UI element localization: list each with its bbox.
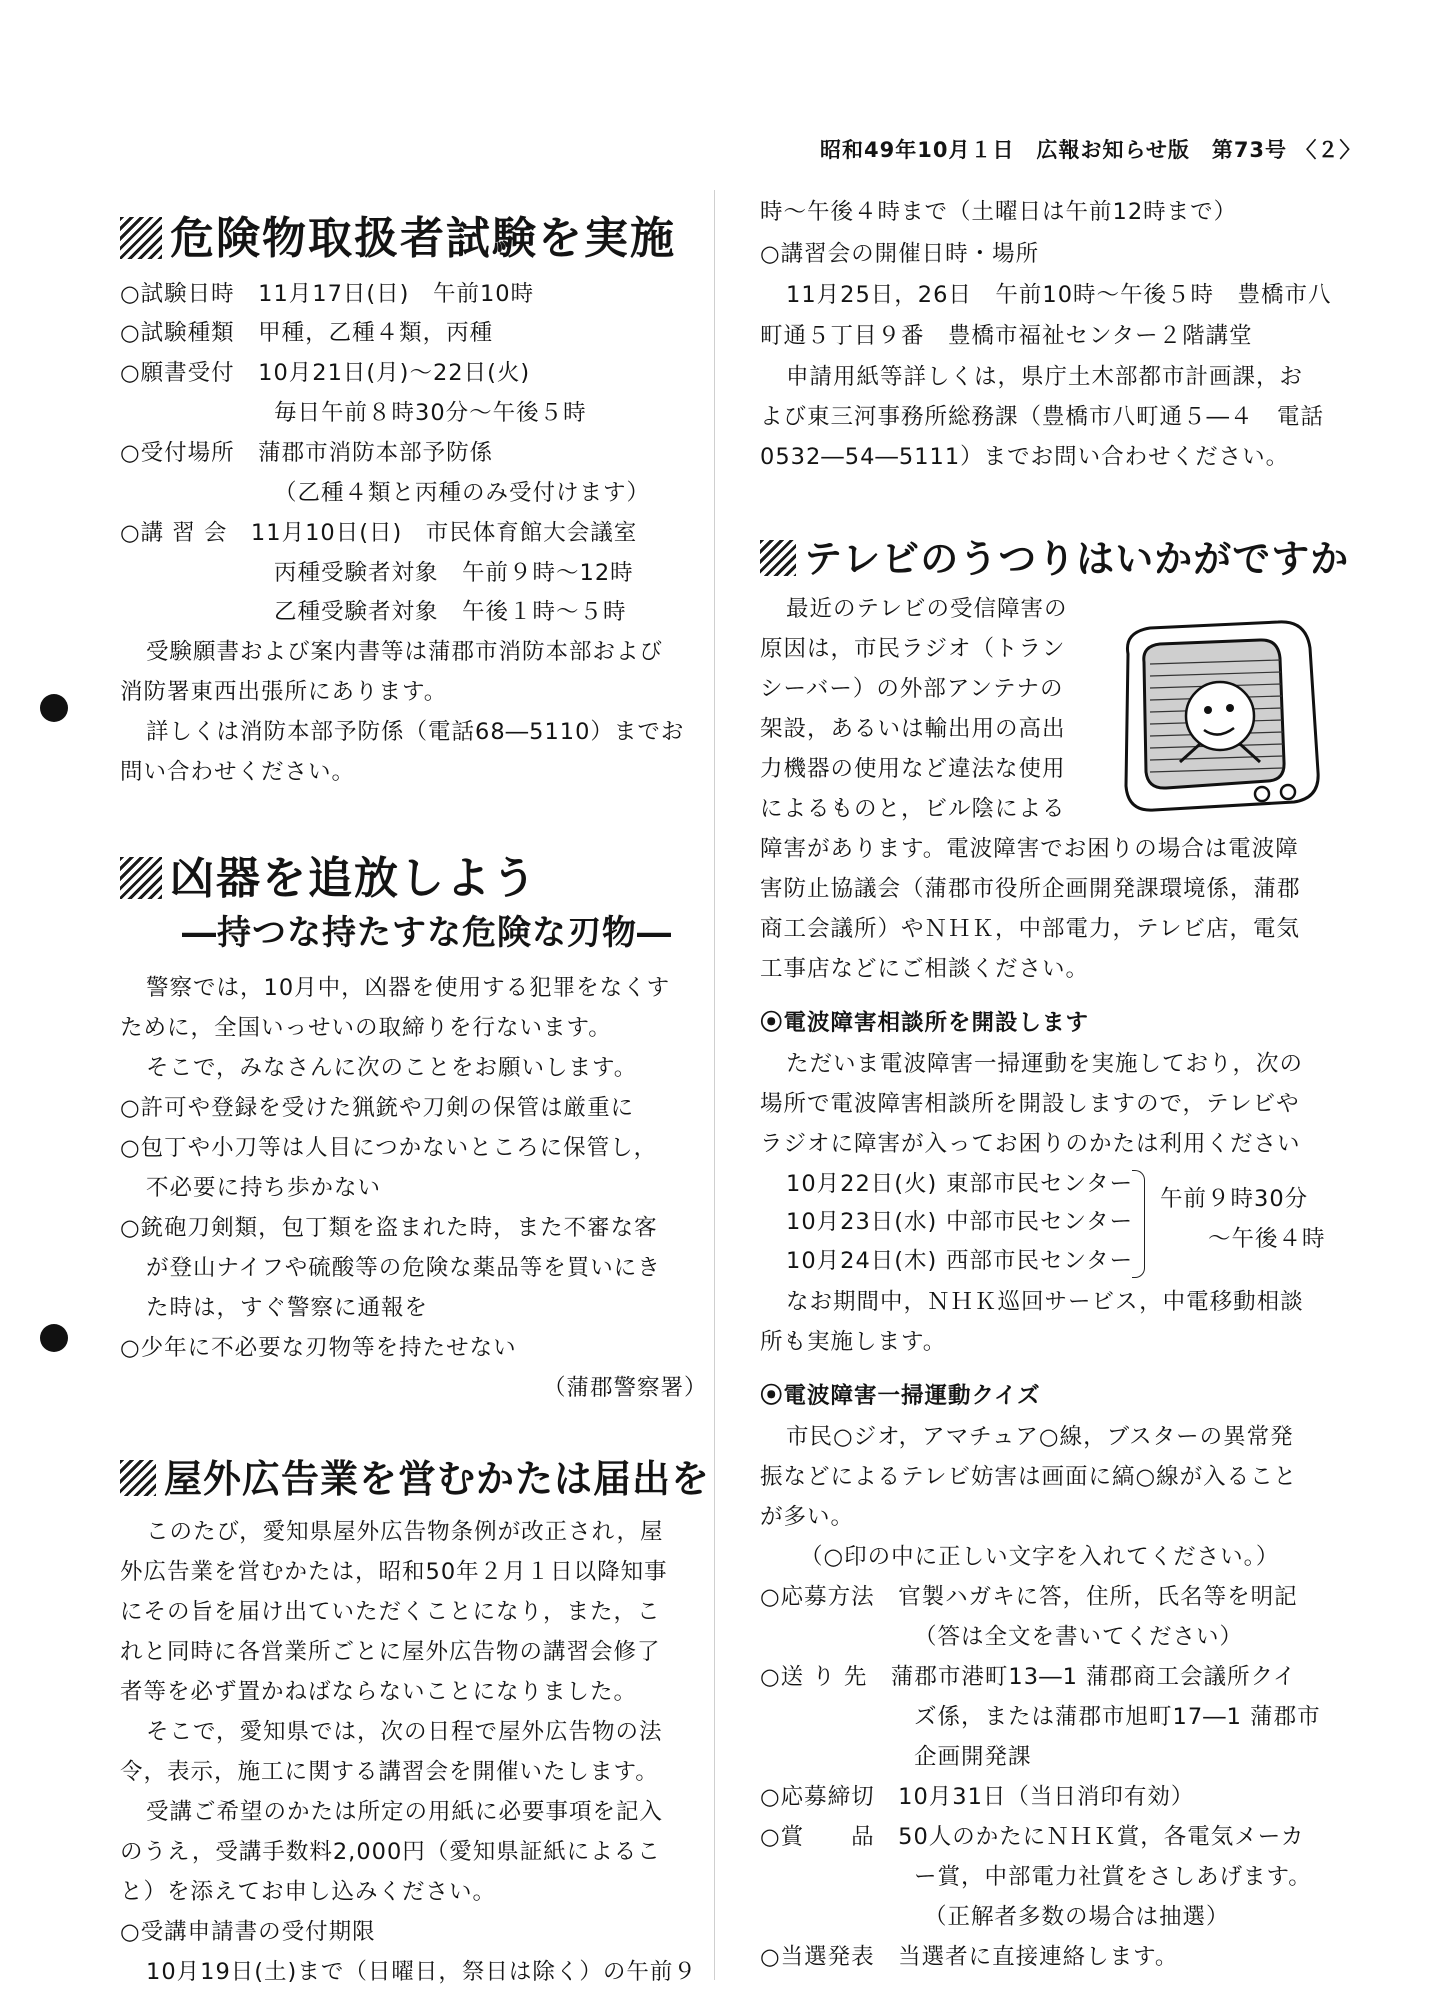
article2-line: ○少年に不必要な刃物等を持たせない — [120, 1335, 517, 1361]
article4-title: テレビのうつりはいかがですか — [760, 528, 1349, 583]
continued-line: 町通５丁目９番 豊橋市福祉センター２階講堂 — [760, 323, 1253, 349]
article1-line: 毎日午前８時30分～午後５時 — [274, 400, 587, 426]
article2-line: ために，全国いっせいの取締りを行ないます。 — [120, 1015, 612, 1041]
schedule-bracket — [1132, 1170, 1145, 1278]
article3-line: にその旨を届け出ていただくことになり，また，こ — [120, 1599, 661, 1625]
quiz-line: （正解者多数の場合は抽選） — [924, 1904, 1230, 1930]
article1-line: 丙種受験者対象 午前９時～12時 — [274, 560, 634, 586]
schedule-date: 10月22日(火) — [786, 1171, 938, 1197]
section1-after-line: 所も実施します。 — [760, 1329, 947, 1355]
quiz-line: ○賞 品 50人のかたにＮＨＫ賞，各電気メーカ — [760, 1824, 1305, 1850]
article2-line: そこで，みなさんに次のことをお願いします。 — [146, 1055, 638, 1081]
quiz-line: （答は全文を書いてください） — [914, 1624, 1244, 1650]
section2-heading: ⦿電波障害一掃運動クイズ — [760, 1383, 1041, 1409]
article2-line: ○銃砲刀剣類，包丁類を盗まれた時，また不審な客 — [120, 1215, 658, 1241]
binding-hole — [40, 1324, 68, 1352]
article4-wrap-line: によるものと，ビル陰による — [760, 796, 1066, 822]
section1-line: 場所で電波障害相談所を開設しますので，テレビや — [760, 1091, 1300, 1117]
article4-wrap-line: 最近のテレビの受信障害の — [786, 596, 1068, 622]
section1-line: ラジオに障害が入ってお困りのかたは利用ください — [760, 1131, 1301, 1157]
continued-line: ○講習会の開催日時・場所 — [760, 241, 1040, 267]
continued-line: 時～午後４時まで（土曜日は午前12時まで） — [760, 199, 1238, 225]
article1-line: ○願書受付 10月21日(月)～22日(火) — [120, 360, 531, 386]
article1-body: 消防署東西出張所にあります。 — [120, 679, 448, 705]
schedule-place: 東部市民センター — [946, 1171, 1134, 1197]
television-illustration — [1110, 612, 1326, 826]
article1-line: 乙種受験者対象 午後１時～５時 — [274, 599, 627, 625]
section1-line: ただいま電波障害一掃運動を実施しており，次の — [786, 1051, 1304, 1077]
article1-line: ○試験種類 甲種，乙種４類，丙種 — [120, 320, 494, 346]
continued-line: 申請用紙等詳しくは，県庁土木部都市計画課，お — [786, 364, 1304, 390]
article2-line: ○許可や登録を受けた猟銃や刀剣の保管は厳重に — [120, 1095, 635, 1121]
article1-line: ○受付場所 蒲郡市消防本部予防係 — [120, 440, 494, 466]
schedule-date: 10月23日(水) — [786, 1209, 938, 1235]
article4-wrap-line: 原因は，市民ラジオ（トラン — [760, 636, 1066, 662]
article1-body: 問い合わせください。 — [120, 759, 356, 785]
section-marker-icon — [760, 540, 796, 576]
schedule-place: 西部市民センター — [946, 1248, 1134, 1274]
schedule-date: 10月24日(木) — [786, 1248, 938, 1274]
continued-line: よび東三河事務所総務課（豊橋市八町通５―４ 電話 — [760, 404, 1325, 430]
quiz-line: （○印の中に正しい文字を入れてください。） — [800, 1544, 1280, 1570]
masthead: 昭和49年10月１日 広報お知らせ版 第73号 〈２〉 — [820, 138, 1362, 162]
quiz-line: 振などによるテレビ妨害は画面に縞○線が入ること — [760, 1464, 1298, 1490]
article4-wrap-line: 架設，あるいは輸出用の高出 — [760, 716, 1066, 742]
section-marker-icon — [120, 857, 162, 899]
article3-line: 外広告業を営むかたは，昭和50年２月１日以降知事 — [120, 1559, 668, 1585]
article3-line: のうえ，受講手数料2,000円（愛知県証紙によるこ — [120, 1839, 661, 1865]
article4-line: 商工会議所）やＮＨＫ，中部電力，テレビ店，電気 — [760, 916, 1301, 942]
article2-line: ○包丁や小刀等は人目につかないところに保管し， — [120, 1135, 658, 1161]
article2-line: 警察では，10月中，凶器を使用する犯罪をなくす — [146, 975, 671, 1001]
article3-line: このたび，愛知県屋外広告物条例が改正され，屋 — [146, 1519, 664, 1545]
quiz-line: ズ係，または蒲郡市旭町17―1 蒲郡市 — [914, 1704, 1321, 1730]
article3-line: 者等を必ず置かねばならないことになりました。 — [120, 1679, 638, 1705]
article3-line: 令，表示，施工に関する講習会を開催いたします。 — [120, 1759, 659, 1785]
article4-line: 工事店などにご相談ください。 — [760, 956, 1090, 982]
article3-line: 10月19日(土)まで（日曜日，祭日は除く）の午前９ — [146, 1959, 697, 1985]
article3-line: ○受講申請書の受付期限 — [120, 1919, 376, 1945]
article4-line: 障害があります。電波障害でお困りの場合は電波障 — [760, 836, 1299, 862]
quiz-line: ー賞，中部電力社賞をさしあげます。 — [914, 1864, 1312, 1890]
article2-title: 凶器を追放しよう — [120, 842, 538, 906]
column-divider — [714, 190, 715, 1980]
article4-wrap-line: 力機器の使用など違法な使用 — [760, 756, 1066, 782]
article1-line: ○講 習 会 11月10日(日) 市民体育館大会議室 — [120, 520, 638, 546]
section-marker-icon — [120, 1460, 156, 1496]
continued-line: 0532―54―5111）までお問い合わせください。 — [760, 444, 1290, 470]
article3-line: 受講ご希望のかたは所定の用紙に必要事項を記入 — [146, 1799, 664, 1825]
binding-hole — [40, 694, 68, 722]
section-marker-icon — [120, 217, 162, 259]
article4-line: 害防止協議会（蒲郡市役所企画開発課環境係，蒲郡 — [760, 876, 1301, 902]
quiz-line: ○当選発表 当選者に直接連絡します。 — [760, 1944, 1179, 1970]
article4-wrap-line: シーバー）の外部アンテナの — [760, 676, 1064, 702]
quiz-line: ○応募締切 10月31日（当日消印有効） — [760, 1784, 1195, 1810]
section1-after-line: なお期間中，ＮＨＫ巡回サービス，中電移動相談 — [786, 1289, 1304, 1315]
article3-line: そこで，愛知県では，次の日程で屋外広告物の法 — [146, 1719, 663, 1745]
schedule-time: 午前９時30分 — [1160, 1186, 1309, 1212]
article2-subtitle: ―持つな持たすな危険な刃物― — [182, 913, 672, 953]
article1-body: 詳しくは消防本部予防係（電話68―5110）までお — [146, 719, 685, 745]
article1-line: ○試験日時 11月17日(日) 午前10時 — [120, 281, 535, 307]
article3-line: と）を添えてお申し込みください。 — [120, 1879, 497, 1905]
quiz-line: 企画開発課 — [914, 1744, 1032, 1770]
quiz-line: ○応募方法 官製ハガキに答，住所，氏名等を明記 — [760, 1584, 1298, 1610]
article1-line: （乙種４類と丙種のみ受付けます） — [274, 480, 651, 506]
article1-title: 危険物取扱者試験を実施 — [120, 202, 676, 266]
article2-line: た時は，すぐ警察に通報を — [146, 1295, 429, 1321]
article1-body: 受験願書および案内書等は蒲郡市消防本部および — [146, 639, 664, 665]
article2-credit: （蒲郡警察署） — [543, 1375, 708, 1401]
continued-line: 11月25日，26日 午前10時～午後５時 豊橋市八 — [786, 282, 1332, 308]
section1-heading: ⦿電波障害相談所を開設します — [760, 1010, 1090, 1036]
schedule-time: ～午後４時 — [1208, 1226, 1326, 1252]
article3-title: 屋外広告業を営むかたは届出を — [120, 1448, 710, 1503]
quiz-line: ○送 り 先 蒲郡市港町13―1 蒲郡商工会議所クイ — [760, 1664, 1297, 1690]
quiz-line: が多い。 — [760, 1504, 855, 1530]
article2-line: 不必要に持ち歩かない — [146, 1175, 382, 1201]
schedule-place: 中部市民センター — [946, 1209, 1134, 1235]
article3-line: れと同時に各営業所ごとに屋外広告物の講習会修了 — [120, 1639, 661, 1665]
quiz-line: 市民○ジオ，アマチュア○線，ブスターの異常発 — [786, 1424, 1294, 1450]
article2-line: が登山ナイフや硫酸等の危険な薬品等を買いにき — [146, 1255, 661, 1281]
